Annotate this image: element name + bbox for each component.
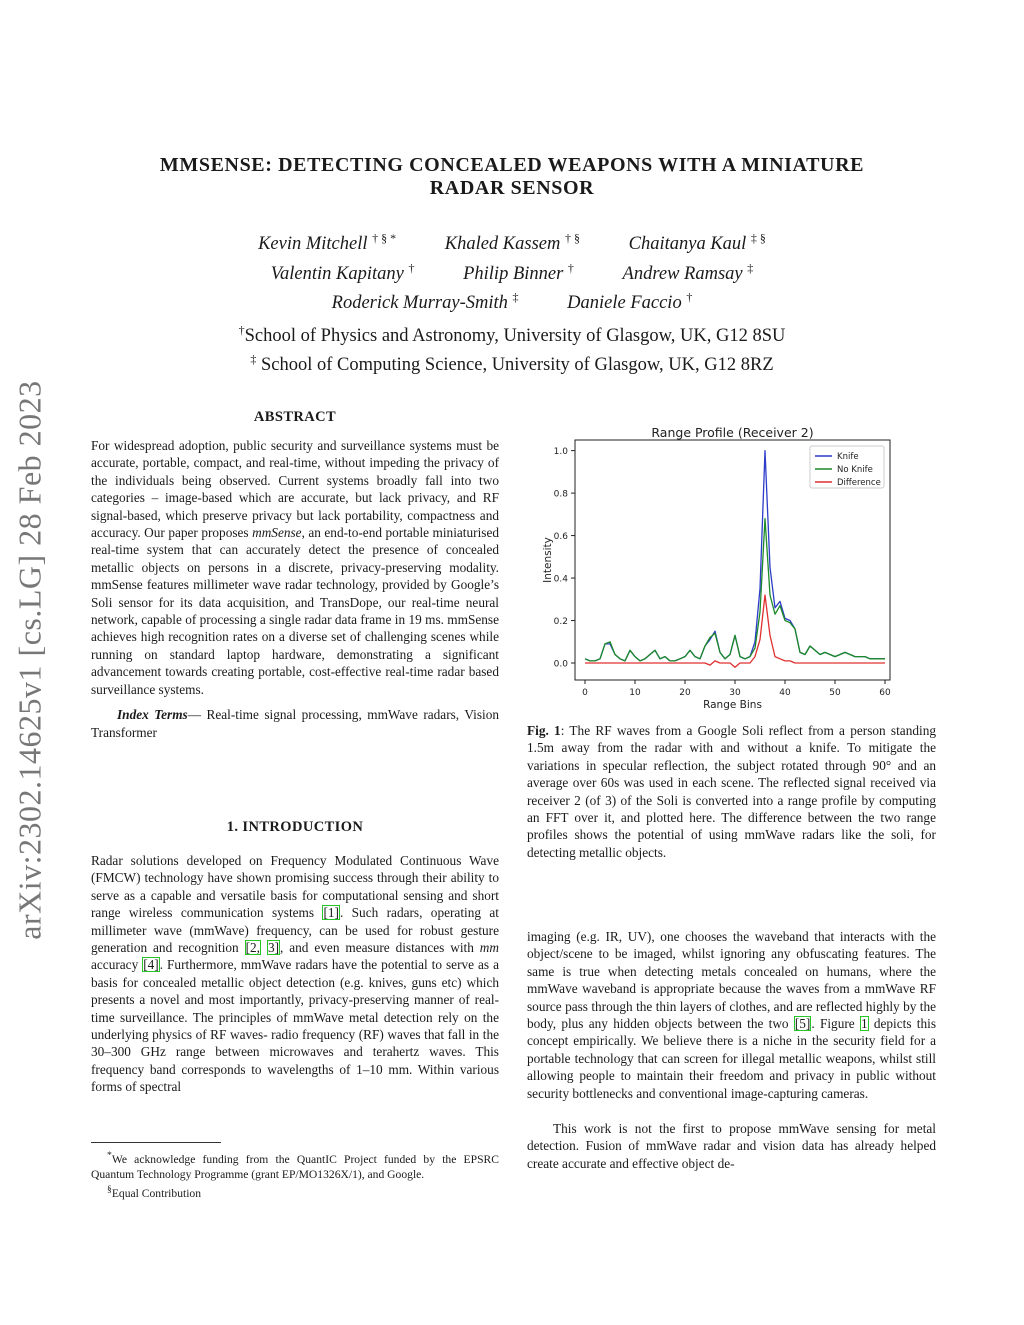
citation-link[interactable]: 3]	[267, 940, 280, 956]
abstract-text: For widespread adoption, public security and surveillance systems must be accurate, portable, compact, and real-time, without impeding the privacy of the individuals being observed. Current systems broadly fall into two categories – image-based which are accurate, but lack privacy, and RF signal-based, which preserve privacy but lack portability, compactness and accuracy. Our paper proposes mmSense, an end-to-end portable miniaturised real-time system that can accurately detect the presence of concealed metallic objects on persons in a discrete, privacy-preserving modality. mmSense features millimeter wave radar technology, provided by Google’s Soli sensor for its data acquisition, and TransDope, our real-time neural network, capable of processing a single radar data frame in 19 ms. mmSense achieves high recognition rates on a diverse set of challenging scenes while running on standard laptop hardware, demonstrating a significant advancement towards creating portable, cost-effective real-time radar based surveillance systems.	[91, 438, 499, 697]
author: Daniele Faccio †	[567, 290, 693, 314]
y-axis-label: Intensity	[542, 537, 554, 583]
author: Philip Binner †	[463, 260, 574, 284]
abstract-heading: ABSTRACT	[253, 409, 337, 425]
legend-label: No Knife	[837, 465, 873, 475]
introduction-section	[91, 819, 499, 1096]
author-row	[100, 227, 924, 257]
intro-heading: 1. INTRODUCTION	[226, 819, 364, 835]
index-terms: Index Terms— Real-time signal processing, mmWave radars, Vision Transformer	[91, 707, 500, 740]
x-tick-label: 0	[582, 688, 588, 698]
legend-label: Knife	[837, 452, 859, 462]
chart-svg	[527, 420, 936, 720]
y-tick-label: 1.0	[553, 447, 568, 458]
author: Roderick Murray-Smith ‡	[331, 290, 519, 314]
affiliation-2: ‡ School of Computing Science, University of Glasgow, UK, G12 8RZ	[250, 352, 774, 376]
caption-label: Fig. 1	[527, 723, 561, 738]
y-tick-label: 0.2	[553, 617, 568, 628]
intro-paragraph-2: imaging (e.g. IR, UV), one chooses the waveband that interacts with the object/scene to be imaged, whilst ignoring any obfuscating features. The same is true when detecting metals concealed on humans, where the mmWave waveband is appropriate because the waves from a mmWave RF source pass through the thin layers of clothes, and are reflected highly by the body, plus any hidden objects between the two [5]. Figure 1 depicts this concept empirically. We believe there is a niche in the security field for a portable technology that can screen for illegal metallic weapons, whilst still allowing people to maintain their freedom and privacy in public without security bottlenecks and conventional image-capturing cameras.	[527, 929, 936, 1101]
arxiv-id: arXiv:2302.14625v1 [cs.LG] 28 Feb 2023	[11, 380, 48, 940]
y-axis-ticks	[554, 447, 575, 669]
paper-title	[100, 154, 924, 200]
footnotes	[91, 1148, 499, 1201]
title-line-2: RADAR SENSOR	[429, 177, 595, 199]
y-tick-label: 0.4	[553, 574, 568, 585]
author-list	[100, 227, 924, 316]
x-axis-ticks	[582, 680, 891, 698]
author: Valentin Kapitany †	[270, 260, 415, 284]
figure-link[interactable]: 1	[860, 1016, 868, 1032]
author: Khaled Kassem † §	[444, 231, 580, 255]
range-profile-chart	[527, 420, 936, 720]
arxiv-sidebar	[6, 360, 54, 960]
footnote-equal-contribution: §Equal Contribution	[107, 1183, 202, 1200]
legend-label: Difference	[837, 478, 881, 488]
x-tick-label: 20	[679, 688, 691, 698]
caption-text: : The RF waves from a Google Soli reflect from a person standing 1.5m away from the radar with and without a knife. To mitigate the variations in specular reflection, the subject rotated through 90° and an average over 60s was used in each scene. The reflected signal received via receiver 2 (of 3) of the Soli is converted into a range profile by computing an FFT over it, and plotted here. The difference between the two range profiles shows the potential of using mmWave radars like the soli, for detecting metallic objects.	[527, 723, 936, 860]
author: Chaitanya Kaul ‡ §	[628, 231, 766, 255]
citation-link[interactable]: [5]	[794, 1016, 811, 1032]
citation-link[interactable]: [2,	[245, 940, 261, 956]
series-line-difference	[585, 595, 885, 667]
affiliation-1: †School of Physics and Astronomy, University of Glasgow, UK, G12 8SU	[238, 323, 786, 347]
x-tick-label: 60	[879, 688, 891, 698]
x-tick-label: 40	[779, 688, 791, 698]
author-row	[100, 286, 924, 316]
intro-continued	[527, 928, 936, 1172]
y-tick-label: 0.8	[553, 489, 568, 500]
figure-caption	[527, 722, 936, 861]
x-tick-label: 30	[729, 688, 741, 698]
title-line-1: MMSENSE: DETECTING CONCEALED WEAPONS WITH A MINIATURE	[159, 154, 865, 176]
x-axis-label: Range Bins	[703, 699, 762, 711]
author: Kevin Mitchell † § *	[258, 231, 397, 255]
intro-paragraph-3: This work is not the first to propose mmWave sensing for metal detection. Fusion of mmWave radar and vision data has already helped create accurate and effective object de-	[527, 1121, 936, 1171]
footnote-rule	[91, 1142, 221, 1143]
affiliations	[100, 319, 924, 377]
x-tick-label: 50	[829, 688, 841, 698]
x-tick-label: 10	[629, 688, 641, 698]
chart-legend	[810, 446, 884, 488]
series-line-no-knife	[585, 519, 885, 661]
abstract-section	[91, 409, 499, 741]
intro-paragraph-1: Radar solutions developed on Frequency Modulated Continuous Wave (FMCW) technology have shown promising success through their ability to serve as a capable and versatile basis for computational sensing and short range wireless communication systems [1]. Such radars, operating at millimeter wave (mmWave) frequency, can be used for robust gesture generation and recognition [2, 3], and even measure distances with mm accuracy [4]. Furthermore, mmWave radars have the potential to serve as a basis for concealed metallic object detection (e.g. knives, guns etc) which presents a novel and most importantly, privacy-preserving manner of real-time surveillance. The principles of mmWave metal detection rely on the underlying physics of RF waves- radio frequency (RF) waves that fall in the 30–300 GHz range between microwaves and terahertz waves. This frequency band corresponds to wavelengths of 1–10 mm. Within various forms of spectral	[91, 853, 500, 1095]
y-tick-label: 0.0	[553, 659, 568, 670]
author: Andrew Ramsay ‡	[622, 260, 754, 284]
y-tick-label: 0.6	[553, 532, 568, 543]
footnote-funding: *We acknowledge funding from the QuantIC Project funded by the EPSRC Quantum Technology Programme (grant EP/MO1326X/1), and Google.	[91, 1150, 499, 1181]
author-row	[100, 257, 924, 287]
citation-link[interactable]: [4]	[143, 957, 159, 973]
citation-link[interactable]: [1]	[323, 905, 339, 921]
chart-title: Range Profile (Receiver 2)	[651, 425, 814, 440]
